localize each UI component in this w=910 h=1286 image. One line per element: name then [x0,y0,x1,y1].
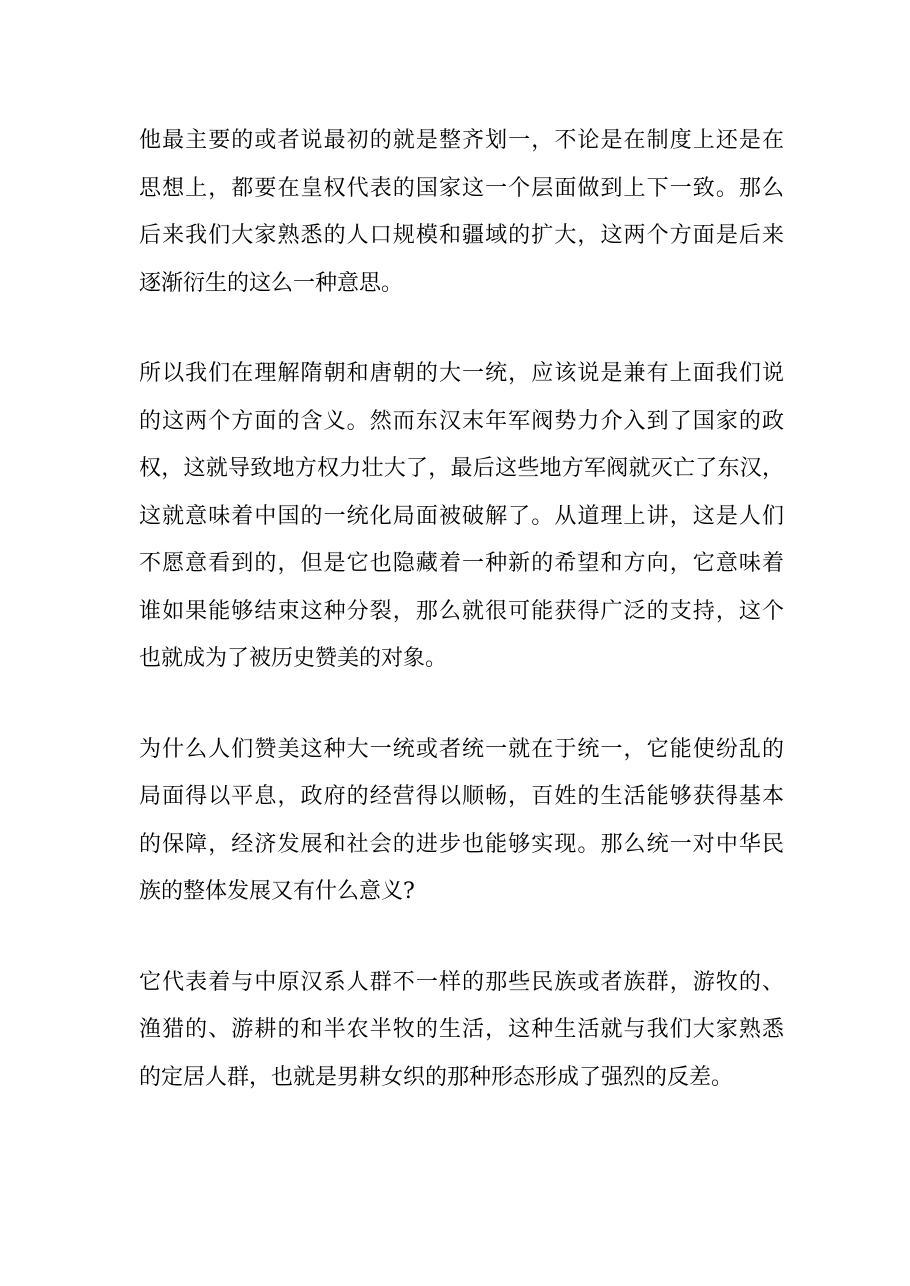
paragraph-line: 它代表着与中原汉系人群不一样的那些民族或者族群，游牧的、 [139,969,784,995]
paragraph-line: 的这两个方面的含义。然而东汉末年军阀势力介入到了国家的政 [139,408,784,434]
paragraph-line: 谁如果能够结束这种分裂，那么就很可能获得广泛的支持，这个 [139,598,784,624]
paragraph-line: 思想上，都要在皇权代表的国家这一个层面做到上下一致。那么 [139,175,784,201]
paragraph-4 [139,959,784,1102]
paragraph-line: 族的整体发展又有什么意义? [139,879,415,904]
paragraph-line: 权，这就导致地方权力壮大了，最后这些地方军阀就灭亡了东汉， [139,456,784,481]
paragraph-line: 渔猎的、游耕的和半农半牧的生活，这种生活就与我们大家熟悉 [139,1017,784,1042]
paragraph-line: 的保障，经济发展和社会的进步也能够实现。那么统一对中华民 [139,831,784,857]
paragraph-line: 的定居人群，也就是男耕女织的那种形态形成了强烈的反差。 [139,1064,734,1090]
paragraph-line: 所以我们在理解隋朝和唐朝的大一统，应该说是兼有上面我们说 [139,361,784,386]
paragraph-line: 他最主要的或者说最初的就是整齐划一，不论是在制度上还是在 [139,128,784,153]
paragraph-line: 也就成为了被历史赞美的对象。 [139,646,448,671]
document-body [139,117,784,1101]
paragraph-line: 不愿意看到的，但是它也隐藏着一种新的希望和方向，它意味着 [139,551,784,576]
paragraph-line: 为什么人们赞美这种大一统或者统一就在于统一，它能使纷乱的 [139,736,784,762]
paragraph-3 [139,726,784,916]
paragraph-line: 局面得以平息，政府的经营得以顺畅，百姓的生活能够获得基本 [139,784,784,809]
paragraph-2 [139,350,784,683]
paragraph-1 [139,117,784,307]
paragraph-line: 逐渐衍生的这么一种意思。 [139,270,404,296]
paragraph-line: 后来我们大家熟悉的人口规模和疆域的扩大，这两个方面是后来 [139,223,784,248]
paragraph-line: 这就意味着中国的一统化局面被破解了。从道理上讲，这是人们 [139,503,784,529]
